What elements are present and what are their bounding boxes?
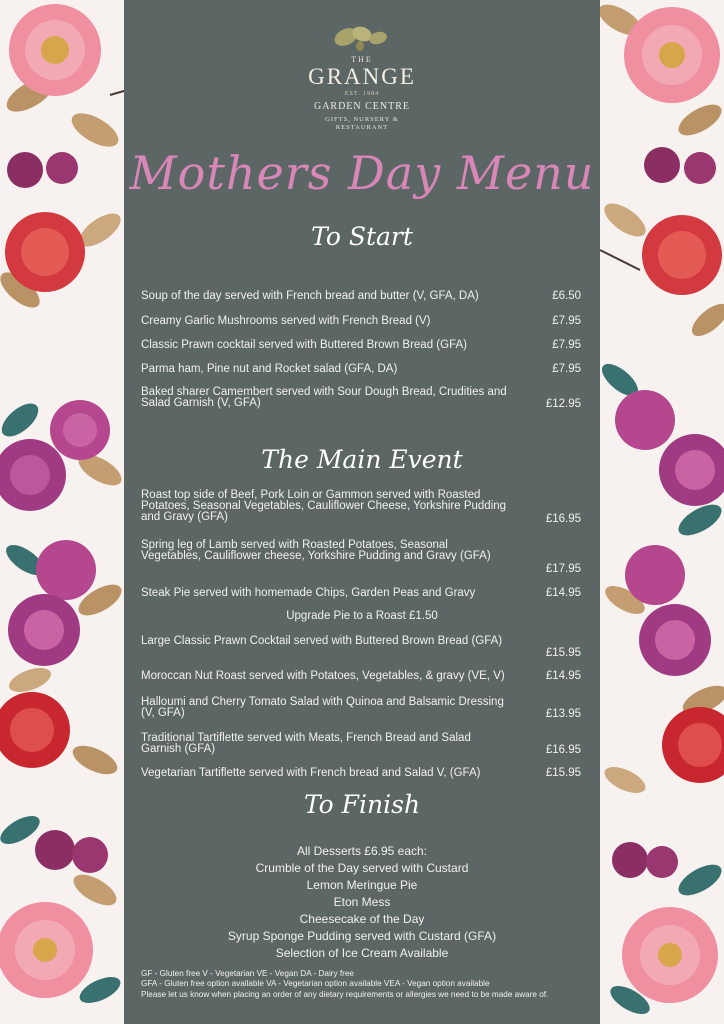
- dessert-item: Syrup Sponge Pudding served with Custard (GFA): [227, 929, 497, 943]
- item-price: £15.95: [545, 647, 581, 659]
- item-price: £16.95: [545, 744, 581, 756]
- dessert-item: Crumble of the Day served with Custard: [255, 861, 469, 875]
- menu-item: [141, 671, 581, 682]
- logo-subtitle: GARDEN CENTRE: [313, 101, 411, 112]
- item-description: Vegetarian Tartiflette served with French bread and Salad V, (GFA): [141, 767, 481, 779]
- oak-leaf-logo-icon: [124, 20, 600, 54]
- dietary-options-key: GFA - Gluten free option available VA - Vegetarian option available VEA - Vegan option available: [141, 979, 490, 988]
- item-description: Classic Prawn cocktail served with Buttered Brown Bread (GFA): [141, 339, 467, 351]
- allergy-note: Please let us know when placing an order of any dietary requirements or allergies we need to be made aware of.: [141, 990, 549, 999]
- logo-name: GRANGE: [308, 64, 416, 89]
- item-description: Halloumi and Cherry Tomato Salad with Quinoa and Balsamic Dressing (V, GFA): [141, 696, 504, 719]
- logo-tagline-2: RESTAURANT: [335, 124, 389, 131]
- menu-item: [141, 340, 581, 351]
- section-heading-mains: The Main Event: [261, 445, 463, 474]
- logo-the: THE: [351, 55, 373, 64]
- menu-item: [141, 316, 581, 327]
- item-price: £7.95: [552, 339, 581, 351]
- item-price: £14.95: [545, 587, 581, 599]
- section-heading-desserts: To Finish: [303, 790, 421, 819]
- dessert-item: Cheesecake of the Day: [299, 912, 425, 926]
- menu-item: [141, 733, 581, 755]
- item-description: Baked sharer Camembert served with Sour Dough Bread, Crudities and Salad Garnish (V, GFA): [141, 386, 507, 409]
- item-price: £12.95: [545, 398, 581, 410]
- item-description: Steak Pie served with homemade Chips, Garden Peas and Gravy: [141, 587, 476, 599]
- item-price: £17.95: [545, 563, 581, 575]
- item-price: £7.95: [552, 315, 581, 327]
- dessert-item: Eton Mess: [333, 895, 391, 909]
- item-description: Large Classic Prawn Cocktail served with Buttered Brown Bread (GFA): [141, 635, 503, 647]
- item-price: £7.95: [552, 363, 581, 375]
- desserts-intro: All Desserts £6.95 each:: [296, 844, 428, 858]
- item-price: £13.95: [545, 708, 581, 720]
- item-description: Soup of the day served with French bread and butter (V, GFA, DA): [141, 290, 479, 302]
- item-description: Parma ham, Pine nut and Rocket salad (GFA, DA): [141, 363, 398, 375]
- menu-item: [141, 588, 581, 599]
- menu-item: [141, 291, 581, 302]
- section-heading-starters: To Start: [311, 222, 413, 251]
- item-description: Roast top side of Beef, Pork Loin or Gammon served with Roasted Potatoes, Seasonal Vegetables, Cauliflower Cheese, Yorkshire Pudding and Gravy (GFA): [141, 489, 507, 523]
- item-price: £16.95: [545, 513, 581, 525]
- item-description: Creamy Garlic Mushrooms served with French Bread (V): [141, 315, 431, 327]
- menu-item: [141, 490, 581, 523]
- menu-item: [141, 364, 581, 375]
- logo-tagline-1: GIFTS, NURSERY &: [325, 116, 399, 123]
- menu-item: [141, 697, 581, 719]
- dietary-key: GF - Gluten free V - Vegetarian VE - Vegan DA - Dairy free: [141, 969, 354, 978]
- dessert-item: Lemon Meringue Pie: [306, 878, 418, 892]
- logo-tagline: [124, 116, 600, 132]
- floral-border-left: [0, 0, 124, 1024]
- menu-title: Mothers Day Menu: [129, 146, 595, 200]
- item-description: Spring leg of Lamb served with Roasted Potatoes, Seasonal Vegetables, Cauliflower cheese, Yorkshire Pudding and Gravy (GFA): [141, 539, 491, 562]
- menu-item: [141, 539, 581, 575]
- menu-item: [141, 768, 581, 779]
- dessert-item: Selection of Ice Cream Available: [275, 946, 449, 960]
- logo-established: EST. 1984: [344, 91, 380, 97]
- item-description: Traditional Tartiflette served with Meats, French Bread and Salad Garnish (GFA): [141, 732, 471, 755]
- item-price: £15.95: [545, 767, 581, 779]
- item-price: £14.95: [545, 670, 581, 682]
- upgrade-note: Upgrade Pie to a Roast £1.50: [286, 610, 438, 622]
- menu-panel: [124, 0, 600, 1024]
- item-price: £6.50: [552, 290, 581, 302]
- floral-border-right: [600, 0, 724, 1024]
- menu-item: [141, 387, 581, 409]
- item-description: Moroccan Nut Roast served with Potatoes, Vegetables, & gravy (VE, V): [141, 670, 505, 682]
- menu-item: [141, 635, 581, 659]
